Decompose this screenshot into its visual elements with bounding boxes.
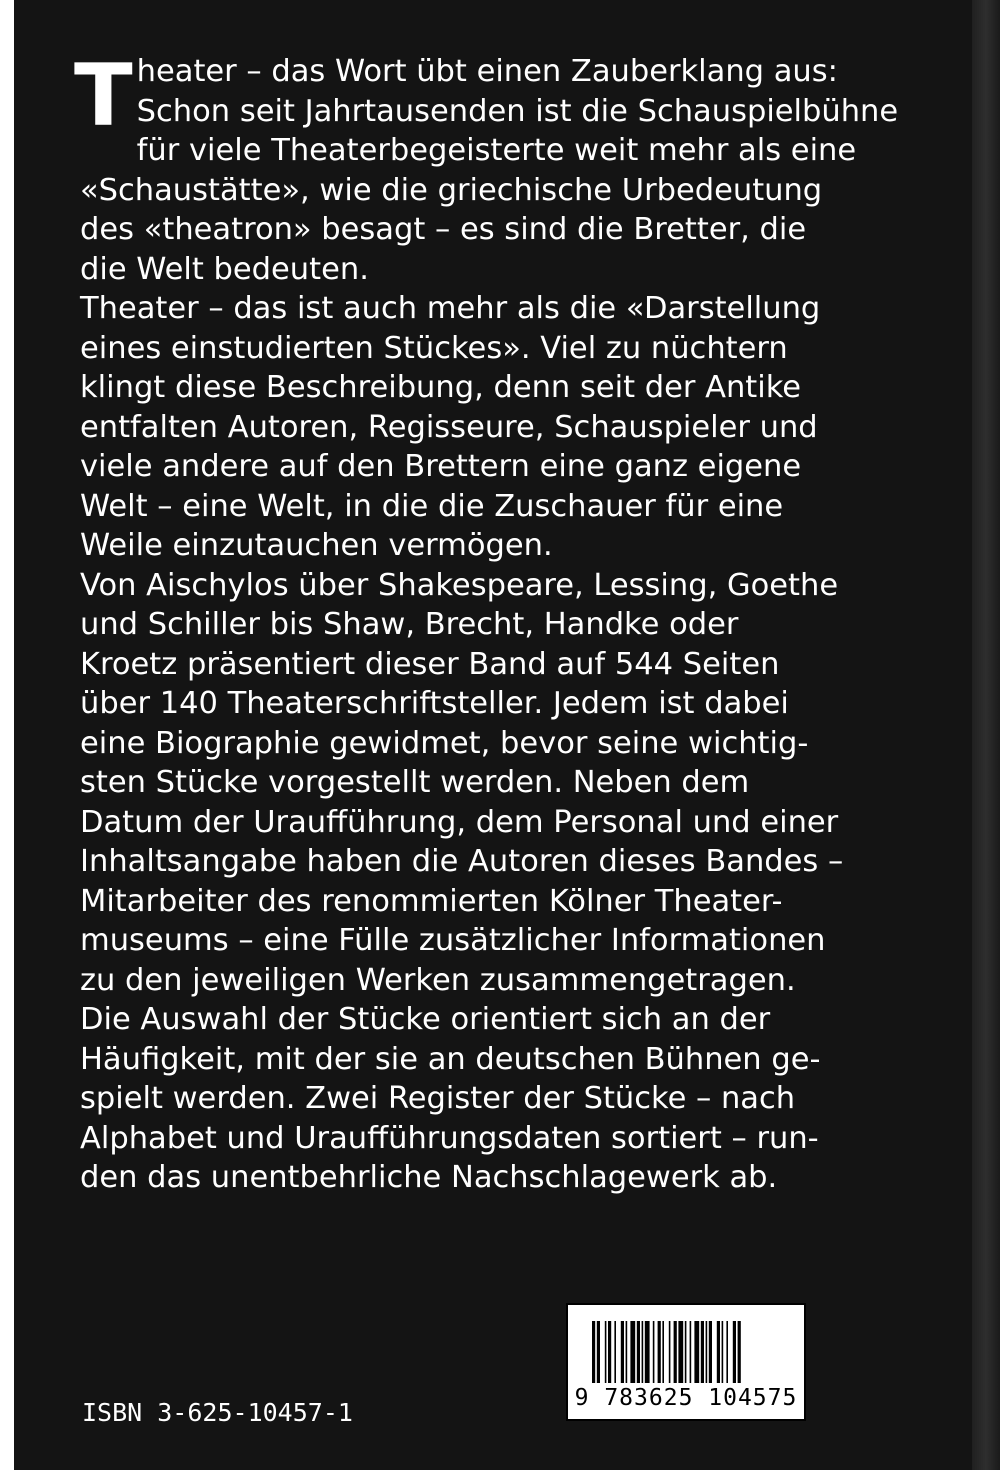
- blurb-line: eines einstudierten Stückes». Viel zu nüchtern: [80, 330, 788, 366]
- barcode-bar: [717, 1321, 720, 1383]
- blurb-line: Welt – eine Welt, in die die Zuschauer für eine: [80, 488, 784, 524]
- blurb-line: klingt diese Beschreibung, denn seit der Antike: [80, 370, 802, 405]
- blurb-line: Inhaltsangabe haben die Autoren dieses Bandes –: [80, 844, 844, 879]
- isbn-label: ISBN 3-625-10457-1: [82, 1398, 353, 1427]
- blurb-line: und Schiller bis Shaw, Brecht, Handke oder: [80, 607, 739, 642]
- barcode-bar: [658, 1321, 661, 1383]
- blurb-line: museums – eine Fülle zusätzlicher Informationen: [80, 923, 826, 958]
- barcode-bar: [690, 1321, 692, 1383]
- blurb-text: [74, 46, 899, 1198]
- barcode-bar: [608, 1321, 611, 1383]
- page-margin-bottom: [0, 1470, 1000, 1478]
- barcode-bar: [733, 1321, 736, 1383]
- blurb-line: spielt werden. Zwei Register der Stücke – nach: [80, 1081, 796, 1116]
- barcode-bar: [645, 1321, 650, 1383]
- blurb-line: Theater – das ist auch mehr als die «Darstellung: [80, 291, 821, 326]
- blurb-line: Kroetz präsentiert dieser Band auf 544 Seiten: [80, 646, 780, 682]
- barcode-bar: [701, 1321, 704, 1383]
- blurb-line: entfalten Autoren, Regisseure, Schauspieler und: [80, 409, 818, 445]
- blurb-line: Alphabet und Uraufführungsdaten sortiert – run-: [80, 1120, 819, 1156]
- page-margin-left: [0, 0, 14, 1478]
- barcode-bars: [592, 1321, 780, 1383]
- barcode-bar: [630, 1321, 635, 1383]
- blurb-line: Schon seit Jahrtausenden ist die Schauspielbühne: [136, 93, 899, 129]
- blurb-line: Die Auswahl der Stücke orientiert sich an der: [80, 1002, 771, 1037]
- barcode: [566, 1303, 806, 1421]
- barcode-digits: 9 783625 104575: [574, 1385, 798, 1411]
- barcode-bar: [597, 1321, 600, 1383]
- blurb-line: die Welt bedeuten.: [80, 251, 369, 287]
- barcode-bar: [694, 1321, 699, 1383]
- blurb-line: eine Biographie gewidmet, bevor seine wichtig-: [80, 725, 809, 761]
- barcode-bar: [614, 1321, 616, 1383]
- barcode-bar: [685, 1321, 687, 1383]
- blurb-line: «Schaustätte», wie die griechische Urbedeutung: [80, 172, 823, 208]
- blurb-line: des «theatron» besagt – es sind die Bretter, die: [80, 212, 807, 247]
- blurb-line: sten Stücke vorgestellt werden. Neben dem: [80, 765, 750, 800]
- barcode-bar: [621, 1321, 624, 1383]
- barcode-bar: [674, 1321, 677, 1383]
- blurb-line: für viele Theaterbegeisterte weit mehr als eine: [136, 133, 857, 168]
- barcode-bar: [662, 1321, 664, 1383]
- blurb-line: Mitarbeiter des renommierten Kölner Theater-: [80, 883, 783, 919]
- blurb-line: Häufigkeit, mit der sie an deutschen Bühnen ge-: [80, 1041, 821, 1077]
- barcode-bar: [706, 1321, 708, 1383]
- blurb-line: über 140 Theaterschriftsteller. Jedem ist dabei: [80, 686, 789, 721]
- blurb-line: zu den jeweiligen Werken zusammengetragen.: [80, 962, 796, 998]
- barcode-bar: [605, 1321, 607, 1383]
- barcode-bar: [653, 1321, 655, 1383]
- blurb-line: viele andere auf den Brettern eine ganz eigene: [80, 449, 802, 484]
- barcode-bar: [722, 1321, 724, 1383]
- blurb-line: den das unentbehrliche Nachschlagewerk ab.: [80, 1160, 778, 1195]
- blurb-line: heater – das Wort übt einen Zauberklang aus:: [136, 54, 838, 89]
- barcode-bar: [592, 1321, 595, 1383]
- blurb-line: Weile einzutauchen vermögen.: [80, 528, 553, 563]
- barcode-bar: [642, 1321, 644, 1383]
- blurb-line: Datum der Uraufführung, dem Personal und einer: [80, 804, 839, 840]
- barcode-bar: [738, 1321, 741, 1383]
- spine-edge: [972, 0, 1000, 1478]
- barcode-bar: [669, 1321, 671, 1383]
- barcode-bar: [709, 1321, 712, 1383]
- barcode-bar: [626, 1321, 628, 1383]
- drop-cap: T: [74, 46, 133, 146]
- blurb-line: Von Aischylos über Shakespeare, Lessing, Goethe: [80, 567, 839, 603]
- barcode-bar: [678, 1321, 683, 1383]
- barcode-bar: [637, 1321, 640, 1383]
- barcode-bar: [726, 1321, 728, 1383]
